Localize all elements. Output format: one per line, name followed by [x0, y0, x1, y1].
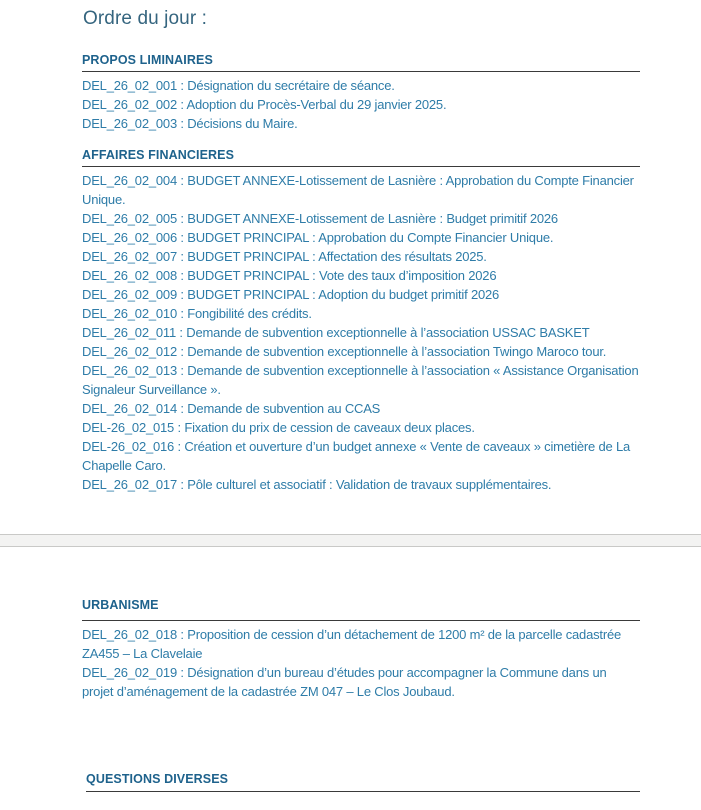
- page-break-divider: [0, 534, 701, 547]
- section-questions-diverses: [86, 772, 640, 792]
- agenda-item: DEL_26_02_009 : BUDGET PRINCIPAL : Adoption du budget primitif 2026: [82, 287, 500, 302]
- page-title: Ordre du jour :: [83, 8, 207, 29]
- section-urbanisme: [82, 598, 640, 701]
- agenda-item: DEL_26_02_013 : Demande de subvention exceptionnelle à l’association « Assistance Organisation Signaleur Surveillance ».: [82, 363, 639, 397]
- section-heading-questions-diverses: QUESTIONS DIVERSES: [86, 772, 640, 792]
- agenda-item: DEL_26_02_003 : Décisions du Maire.: [82, 116, 298, 131]
- agenda-item: DEL_26_02_005 : BUDGET ANNEXE-Lotissement de Lasnière : Budget primitif 2026: [82, 211, 558, 226]
- agenda-item: DEL_26_02_010 : Fongibilité des crédits.: [82, 306, 312, 321]
- agenda-item: DEL_26_02_002 : Adoption du Procès-Verbal du 29 janvier 2025.: [82, 97, 447, 112]
- section-items: [82, 625, 640, 701]
- section-items: [82, 171, 640, 494]
- title-block: [83, 8, 207, 30]
- agenda-item: DEL_26_02_012 : Demande de subvention exceptionnelle à l’association Twingo Maroco tour.: [82, 344, 607, 359]
- agenda-item: DEL_26_02_017 : Pôle culturel et associatif : Validation de travaux supplémentaires.: [82, 477, 552, 492]
- agenda-item: DEL_26_02_004 : BUDGET ANNEXE-Lotissement de Lasnière : Approbation du Compte Financier Unique.: [82, 173, 634, 207]
- agenda-item: DEL-26_02_015 : Fixation du prix de cession de caveaux deux places.: [82, 420, 475, 435]
- agenda-item: DEL_26_02_001 : Désignation du secrétaire de séance.: [82, 78, 395, 93]
- section-heading-propos-liminaires: PROPOS LIMINAIRES: [82, 53, 640, 72]
- agenda-item: DEL_26_02_008 : BUDGET PRINCIPAL : Vote des taux d’imposition 2026: [82, 268, 497, 283]
- section-propos-liminaires: [82, 53, 640, 133]
- section-heading-affaires-financieres: AFFAIRES FINANCIERES: [82, 148, 640, 167]
- section-heading-urbanisme: URBANISME: [82, 598, 640, 621]
- agenda-item: DEL_26_02_011 : Demande de subvention exceptionnelle à l’association USSAC BASKET: [82, 325, 590, 340]
- agenda-item: DEL_26_02_006 : BUDGET PRINCIPAL : Approbation du Compte Financier Unique.: [82, 230, 554, 245]
- agenda-item: DEL_26_02_007 : BUDGET PRINCIPAL : Affectation des résultats 2025.: [82, 249, 487, 264]
- agenda-item: DEL_26_02_019 : Désignation d’un bureau d’études pour accompagner la Commune dans un projet d’aménagement de la cadastrée ZM 047 – Le Clos Joubaud.: [82, 665, 607, 699]
- agenda-item: DEL-26_02_016 : Création et ouverture d’un budget annexe « Vente de caveaux » cimetière de La Chapelle Caro.: [82, 439, 631, 473]
- agenda-item: DEL_26_02_014 : Demande de subvention au CCAS: [82, 401, 381, 416]
- section-affaires-financieres: [82, 148, 640, 494]
- agenda-item: DEL_26_02_018 : Proposition de cession d’un détachement de 1200 m² de la parcelle cadastrée ZA455 – La Clavelaie: [82, 627, 622, 661]
- section-items: [82, 76, 640, 133]
